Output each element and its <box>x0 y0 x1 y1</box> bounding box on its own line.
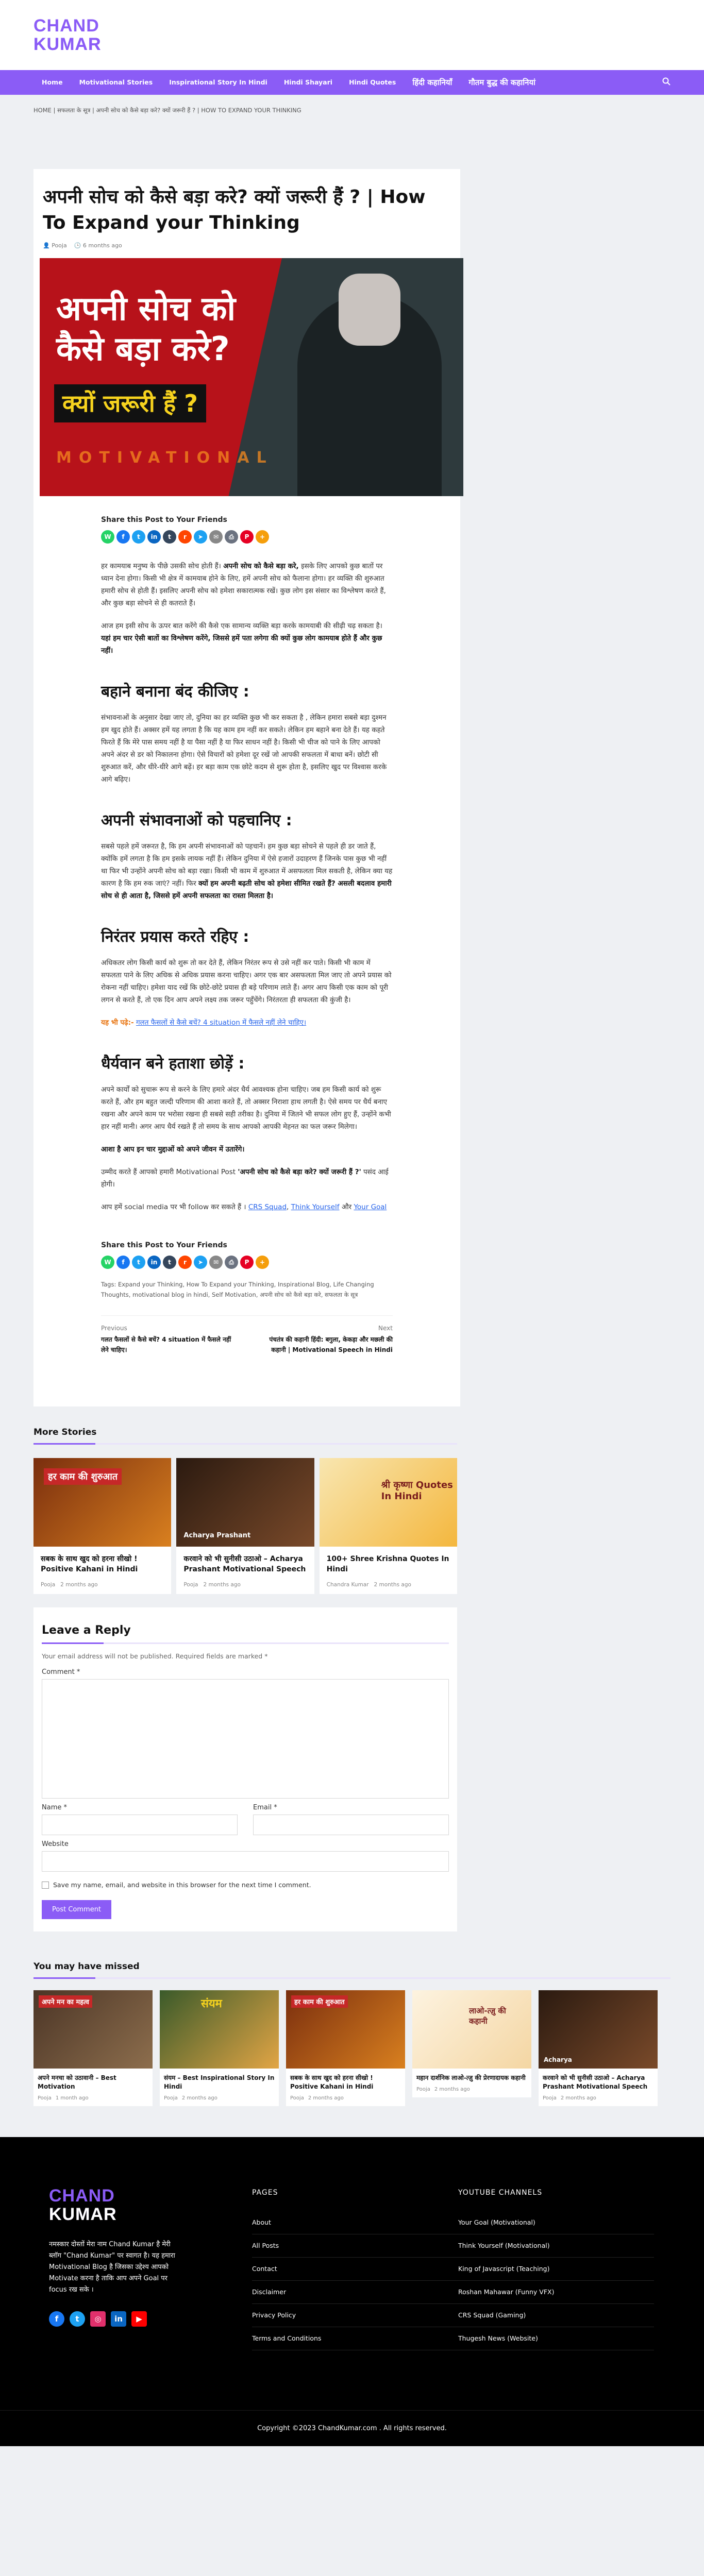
site-header <box>0 0 704 70</box>
footer-link[interactable]: King of Javascript (Teaching) <box>458 2258 654 2281</box>
tumblr-icon[interactable]: t <box>163 530 176 544</box>
story-author[interactable]: Pooja <box>183 1582 198 1588</box>
telegram-icon[interactable]: ➤ <box>194 1256 207 1269</box>
pinterest-icon[interactable]: P <box>240 1256 254 1269</box>
paragraph: अपने कार्यों को सुचारू रूप से करने के लिए हमारे अंदर धैर्य आवश्यक होना चाहिए। जब हम किसी कार्य को शुरू करते हैं, और हम बहुत जल्दी परिणाम की आशा करते हैं, तो अक्सर निराशा हाथ लगती है। ऐसे समय पर धैर्य बनाए रखना और अपने काम पर भरोसा रखना ही सबसे सही तरीका है। दुनिया में जितने भी सफल लोग हुए हैं, उन्होंने कभी हार नहीं मानी। अगर आप धैर्य रखते हैं तो समय के साथ आपको आपकी मेहनत का फल जरूर मिलेगा। <box>101 1086 391 1131</box>
missed-title[interactable]: करवाने को भी सुनीसी उठाओ – Acharya Prashant Motivational Speech <box>539 2069 658 2093</box>
copyright: Copyright ©2023 ChandKumar.com . All rights reserved. <box>0 2410 704 2446</box>
more-share-icon[interactable]: + <box>256 1256 269 1269</box>
footer-link[interactable]: Disclaimer <box>252 2281 458 2304</box>
missed-date: 2 months ago <box>308 2095 344 2101</box>
instagram-icon[interactable]: ◎ <box>90 2311 106 2327</box>
next-post[interactable]: Next पंचतंत्र की कहानी हिंदी: बगुला, केकड़ा और मछली की कहानी | Motivational Speech in Hindi <box>269 1325 393 1353</box>
paragraph: उम्मीद करते हैं आपको हमारी Motivational Post 'अपनी सोच को कैसे बड़ा करे? क्यों जरूरी हैं ?' पसंद आई होगी। <box>101 1168 389 1189</box>
story-card[interactable] <box>320 1458 457 1594</box>
story-image[interactable]: श्री कृष्णा Quotes In Hindi <box>320 1458 457 1547</box>
fist-graphic <box>339 274 400 346</box>
facebook-icon[interactable]: f <box>49 2311 64 2327</box>
site-footer <box>0 2137 704 2446</box>
facebook-icon[interactable]: f <box>116 1256 130 1269</box>
footer-description: नमस्कार दोस्तों मेरा नाम Chand Kumar है मेरी ब्लॉग "Chand Kumar" पर स्वागत है। यह हमारा Motivational Blog है जिसका उद्देश्य आपको Motivate करना है ताकि आप अपने Goal पर focus रख सके । <box>49 2241 175 2294</box>
main-nav <box>0 70 704 95</box>
print-icon[interactable]: ⎙ <box>225 1256 238 1269</box>
breadcrumb-home[interactable]: HOME <box>33 107 52 114</box>
footer-link[interactable]: All Posts <box>252 2234 458 2258</box>
linkedin-icon[interactable]: in <box>111 2311 126 2327</box>
missed-image[interactable]: अपने मन का महत्व <box>33 1990 153 2069</box>
paragraph: अधिकतर लोग किसी कार्य को शुरू तो कर देते हैं, लेकिन निरंतर रूप से उसे नहीं कर पाते। किसी भी काम में सफलता पाने के लिए अधिक से अधिक प्रयास करना चाहिए। अगर एक बार असफलता मिल जाए तो अपने प्रयास को रोकना नहीं चाहिए। हमेशा याद रखें कि छोटे-छोटे प्रयास ही बड़े परिणाम लाते हैं। अगर आप किसी एक काम को पूरी लगन से करते हैं, तो एक दिन आप अपने लक्ष्य तक जरूर पहुँचेंगे। निरंतरता ही सफलता की कुंजी है। <box>101 959 392 1004</box>
post-tags[interactable]: Tags: Expand your Thinking, How To Expand your Thinking, Inspirational Blog, Life Changing Thoughts, motivational blog in hindi, Self Motivation, अपनी सोच को कैसे बड़ा करे, सफलता के सूत्र <box>101 1281 374 1298</box>
reddit-icon[interactable]: r <box>178 1256 192 1269</box>
post-title: अपनी सोच को कैसे बड़ा करे? क्यों जरूरी हैं ? | How To Expand your Thinking <box>43 187 426 233</box>
footer-link[interactable]: About <box>252 2211 458 2234</box>
more-stories-title: More Stories <box>33 1420 457 1445</box>
related-link[interactable]: गलत फैसलों से कैसे बचें? 4 situation में फैसले नहीं लेने चाहिए। <box>136 1019 307 1027</box>
website-input[interactable] <box>42 1851 449 1872</box>
missed-image[interactable]: Acharya <box>539 1990 658 2069</box>
breadcrumb-category[interactable]: सफलता के सूत्र <box>57 106 91 114</box>
twitter-icon[interactable]: t <box>70 2311 85 2327</box>
save-label: Save my name, email, and website in this browser for the next time I comment. <box>53 1881 311 1889</box>
missed-image[interactable]: संयम <box>160 1990 279 2069</box>
post-date: 🕒 6 months ago <box>74 242 122 249</box>
your-goal-link[interactable]: Your Goal <box>354 1203 387 1211</box>
footer-yt-title: YOUTUBE CHANNELS <box>458 2189 543 2197</box>
comment-textarea[interactable] <box>42 1679 449 1799</box>
nav-item[interactable]: Hindi Shayari <box>283 78 333 86</box>
reddit-icon[interactable]: r <box>178 530 192 544</box>
missed-title: You may have missed <box>33 1954 671 1979</box>
footer-link[interactable]: Contact <box>252 2258 458 2281</box>
comment-form <box>33 1607 457 1931</box>
section-heading: अपनी संभावनाओं को पहचानिए : <box>101 811 292 829</box>
featured-subtext: क्यों जरूरी हैं ? <box>62 389 198 417</box>
site-logo[interactable] <box>33 16 671 54</box>
nav-item[interactable]: हिंदी कहानियाँ <box>412 78 452 87</box>
comment-label: Comment * <box>42 1668 80 1676</box>
crs-squad-link[interactable]: CRS Squad <box>248 1203 287 1211</box>
story-title[interactable]: सबक के साथ खुद को हरना सीखो ! Positive Kahani in Hindi <box>41 1555 138 1573</box>
share-title: Share this Post to Your Friends <box>101 516 227 524</box>
section-heading: धैर्यवान बने हताशा छोड़ें : <box>101 1055 245 1073</box>
paragraph: आशा है आप इन चार मुद्दाओं को अपने जीवन में उतारेंगे। <box>101 1145 245 1154</box>
think-yourself-link[interactable]: Think Yourself <box>291 1203 340 1211</box>
paragraph: सबसे पहले हमें जरूरत है, कि हम अपनी संभावनाओं को पहचानें। हम कुछ बड़ा सोचने से पहले ही डर जाते हैं, क्योंकि हमें लगता है कि हम इसके लायक नहीं हैं। लेकिन दुनिया में ऐसे हजारों उदाहरण हैं जिनके पास कुछ भी नहीं था फिर भी उन्होंने अपनी सोच को बड़ा रखा। किसी भी काम में शुरुआत में असफलता मिल सकती है, लेकिन क्या यह कारण है कि हम रुक जाएं? नहीं। फिर क्यों हम अपनी बढ़ती सोच को हमेशा सीमित रखते हैं? असली बदलाव हमारी सोच से ही आता है, जिससे हमें अपनी सफलता का रास्ता मिलता है। <box>101 842 393 900</box>
paragraph: आज हम इसी सोच के ऊपर बात करेंगे की कैसे एक सामान्य व्यक्ति बड़ा करके कामयाबी की सीढ़ी चढ़ सकता है। यहां हम चार ऐसी बातों का विश्लेषण करेंगे, जिससे हमें पता लगेगा की क्यों कुछ लोग कामयाब होते हैं और कुछ नहीं। <box>101 622 382 655</box>
more-share-icon[interactable]: + <box>256 530 269 544</box>
story-author[interactable]: Chandra Kumar <box>326 1582 369 1588</box>
pinterest-icon[interactable]: P <box>240 530 254 544</box>
paragraph: हर कामयाब मनुष्य के पीछे उसकी सोच होती हैं। अपनी सोच को कैसे बड़ा करे, इसके लिए आपको कुछ बातों पर ध्यान देना होगा। किसी भी क्षेत्र में कामयाब होने के लिए, हमें अपनी सोच को फैलाना होगा। हर व्यक्ति की शुरुआत हमारी सोच से होती हैं। इसलिए अपनी सोच को हमेशा सकारात्मक रखें। कुछ लोग इस संसार का विश्लेषण करते हैं, और कुछ बड़ा सोचने से ही कतराते हैं। <box>101 562 386 607</box>
story-card[interactable] <box>176 1458 314 1594</box>
post-navigation <box>101 1315 393 1355</box>
footer-link[interactable]: Terms and Conditions <box>252 2327 458 2350</box>
footer-link[interactable]: CRS Squad (Gaming) <box>458 2304 654 2327</box>
story-image[interactable]: Acharya Prashant <box>176 1458 314 1547</box>
nav-item[interactable]: Inspirational Story In Hindi <box>169 78 267 86</box>
footer-pages-title: PAGES <box>252 2189 278 2197</box>
social-links <box>49 2311 240 2327</box>
nav-item[interactable]: Hindi Quotes <box>349 78 396 86</box>
missed-card[interactable] <box>539 1990 658 2106</box>
logo-line-2[interactable]: KUMAR <box>33 35 102 54</box>
twitter-icon[interactable]: t <box>132 1256 145 1269</box>
linkedin-icon[interactable]: in <box>147 1256 161 1269</box>
facebook-icon[interactable]: f <box>116 530 130 544</box>
more-stories <box>33 1420 457 1594</box>
missed-author[interactable]: Pooja <box>290 2095 304 2101</box>
share-title: Share this Post to Your Friends <box>101 1241 227 1249</box>
story-date: 2 months ago <box>203 1582 241 1588</box>
footer-link[interactable]: Your Goal (Motivational) <box>458 2211 654 2234</box>
featured-image <box>40 258 463 496</box>
email-input[interactable] <box>253 1815 449 1835</box>
nav-item[interactable]: Home <box>42 78 63 86</box>
breadcrumb <box>33 95 671 126</box>
story-date: 2 months ago <box>60 1582 98 1588</box>
footer-link[interactable]: Thugesh News (Website) <box>458 2327 654 2350</box>
post-body <box>101 514 393 1355</box>
missed-date: 2 months ago <box>181 2095 217 2101</box>
missed-card[interactable] <box>412 1990 531 2106</box>
website-label: Website <box>42 1840 69 1848</box>
linkedin-icon[interactable]: in <box>147 530 161 544</box>
missed-card[interactable] <box>286 1990 405 2106</box>
reply-title: Leave a Reply <box>42 1617 449 1644</box>
footer-link[interactable]: Roshan Mahawar (Funny VFX) <box>458 2281 654 2304</box>
missed-image[interactable]: हर काम की शुरुआत <box>286 1990 405 2069</box>
breadcrumb-sep: | <box>53 107 56 114</box>
missed-title[interactable]: सबक के साथ खुद को हरना सीखो ! Positive Kahani in Hindi <box>286 2069 405 2093</box>
breadcrumb-current: अपनी सोच को कैसे बड़ा करे? क्यों जरूरी हैं ? | HOW TO EXPAND YOUR THINKING <box>96 106 301 114</box>
missed-card[interactable] <box>160 1990 279 2106</box>
share-buttons <box>101 1256 393 1269</box>
save-checkbox[interactable] <box>42 1882 49 1889</box>
logo-line-1[interactable]: CHAND <box>33 16 99 36</box>
email-icon[interactable]: ✉ <box>209 530 223 544</box>
reply-note: Your email address will not be published. Required fields are marked * <box>42 1652 268 1660</box>
prev-post[interactable]: Previous गलत फैसलों से कैसे बचें? 4 situation में फैसले नहीं लेने चाहिए। <box>101 1325 231 1353</box>
missed-date: 2 months ago <box>560 2095 596 2101</box>
search-icon[interactable] <box>662 77 671 88</box>
missed-date: 1 month ago <box>55 2095 89 2101</box>
tumblr-icon[interactable]: t <box>163 1256 176 1269</box>
youtube-icon[interactable]: ▶ <box>131 2311 147 2327</box>
nav-item[interactable]: गौतम बुद्ध की कहानियां <box>468 78 536 87</box>
missed-card[interactable] <box>33 1990 153 2106</box>
print-icon[interactable]: ⎙ <box>225 530 238 544</box>
missed-date: 2 months ago <box>434 2087 470 2092</box>
email-icon[interactable]: ✉ <box>209 1256 223 1269</box>
footer-link[interactable]: Privacy Policy <box>252 2304 458 2327</box>
story-title[interactable]: 100+ Shree Krishna Quotes In Hindi <box>326 1555 449 1573</box>
story-card[interactable] <box>33 1458 171 1594</box>
story-author[interactable]: Pooja <box>41 1582 56 1588</box>
whatsapp-icon[interactable]: W <box>101 1256 114 1269</box>
breadcrumb-sep: | <box>92 107 94 114</box>
post-article <box>33 169 460 1406</box>
post-comment-button[interactable]: Post Comment <box>42 1900 111 1919</box>
missed-author[interactable]: Pooja <box>164 2095 178 2101</box>
email-label: Email * <box>253 1804 277 1811</box>
section-heading: बहाने बनाना बंद कीजिए : <box>101 683 249 701</box>
missed-section <box>33 1954 671 2106</box>
name-label: Name * <box>42 1804 67 1811</box>
twitter-icon[interactable]: t <box>132 530 145 544</box>
paragraph: आप हमें social media पर भी follow कर सकते हैं । CRS Squad, Think Yourself और Your Goal <box>101 1203 387 1211</box>
missed-image[interactable]: लाओ-त्ज़ु की कहानी <box>412 1990 531 2069</box>
missed-author[interactable]: Pooja <box>543 2095 557 2101</box>
post-author[interactable]: 👤 Pooja <box>43 242 67 249</box>
whatsapp-icon[interactable]: W <box>101 530 114 544</box>
missed-author[interactable]: Pooja <box>38 2095 52 2101</box>
telegram-icon[interactable]: ➤ <box>194 530 207 544</box>
footer-link[interactable]: Think Yourself (Motivational) <box>458 2234 654 2258</box>
footer-logo[interactable]: CHAND KUMAR <box>49 2186 117 2224</box>
featured-label: MOTIVATIONAL <box>56 449 274 467</box>
story-image[interactable]: हर काम की शुरुआत <box>33 1458 171 1547</box>
paragraph: संभावनाओं के अनुसार देखा जाए तो, दुनिया का हर व्यक्ति कुछ भी कर सकता है , लेकिन हमारा सबसे बड़ा दुश्मन हम खुद होते हैं। अक्सर हमें यह लगता है कि यह काम हम नहीं कर सकते। लेकिन हम बहाने बना देते हैं। यह कहते फिरते हैं कि मेरे पास समय नहीं है या पैसा नहीं है या फिर साधन नहीं है। किसी भी चीज को पाने के लिए आपको अपने अंदर से डर को निकालना होगा। ऐसे विचारों को हमेशा दूर रखें जो आपकी सफलता में बाधा बनें। छोटी सी शुरुआत करें, और धीरे-धीरे आगे बढ़ें। हर बड़ा काम एक छोटे कदम से शुरू होता है, इसलिए खुद पर विश्वास करके आगे बढ़िए। <box>101 714 387 784</box>
story-title[interactable]: करवाने को भी सुनीसी उठाओ – Acharya Prashant Motivational Speech <box>183 1555 306 1573</box>
story-date: 2 months ago <box>374 1582 411 1588</box>
section-heading: निरंतर प्रयास करते रहिए : <box>101 928 249 946</box>
related-post: यह भी पढ़े:- गलत फैसलों से कैसे बचें? 4 situation में फैसले नहीं लेने चाहिए। <box>101 1019 307 1027</box>
missed-title[interactable]: संयम – Best Inspirational Story In Hindi <box>160 2069 279 2093</box>
missed-title[interactable]: अपने मनचा को उठावानी – Best Motivation <box>33 2069 153 2093</box>
missed-title[interactable]: महान दार्शनिक लाओ-त्ज़ु की प्रेरणादायक कहानी <box>412 2069 531 2084</box>
name-input[interactable] <box>42 1815 238 1835</box>
nav-item[interactable]: Motivational Stories <box>79 78 153 86</box>
featured-text: अपनी सोच को कैसे बड़ा करे? <box>56 290 236 368</box>
missed-author[interactable]: Pooja <box>416 2087 430 2092</box>
share-buttons <box>101 530 393 544</box>
post-meta <box>43 242 451 249</box>
